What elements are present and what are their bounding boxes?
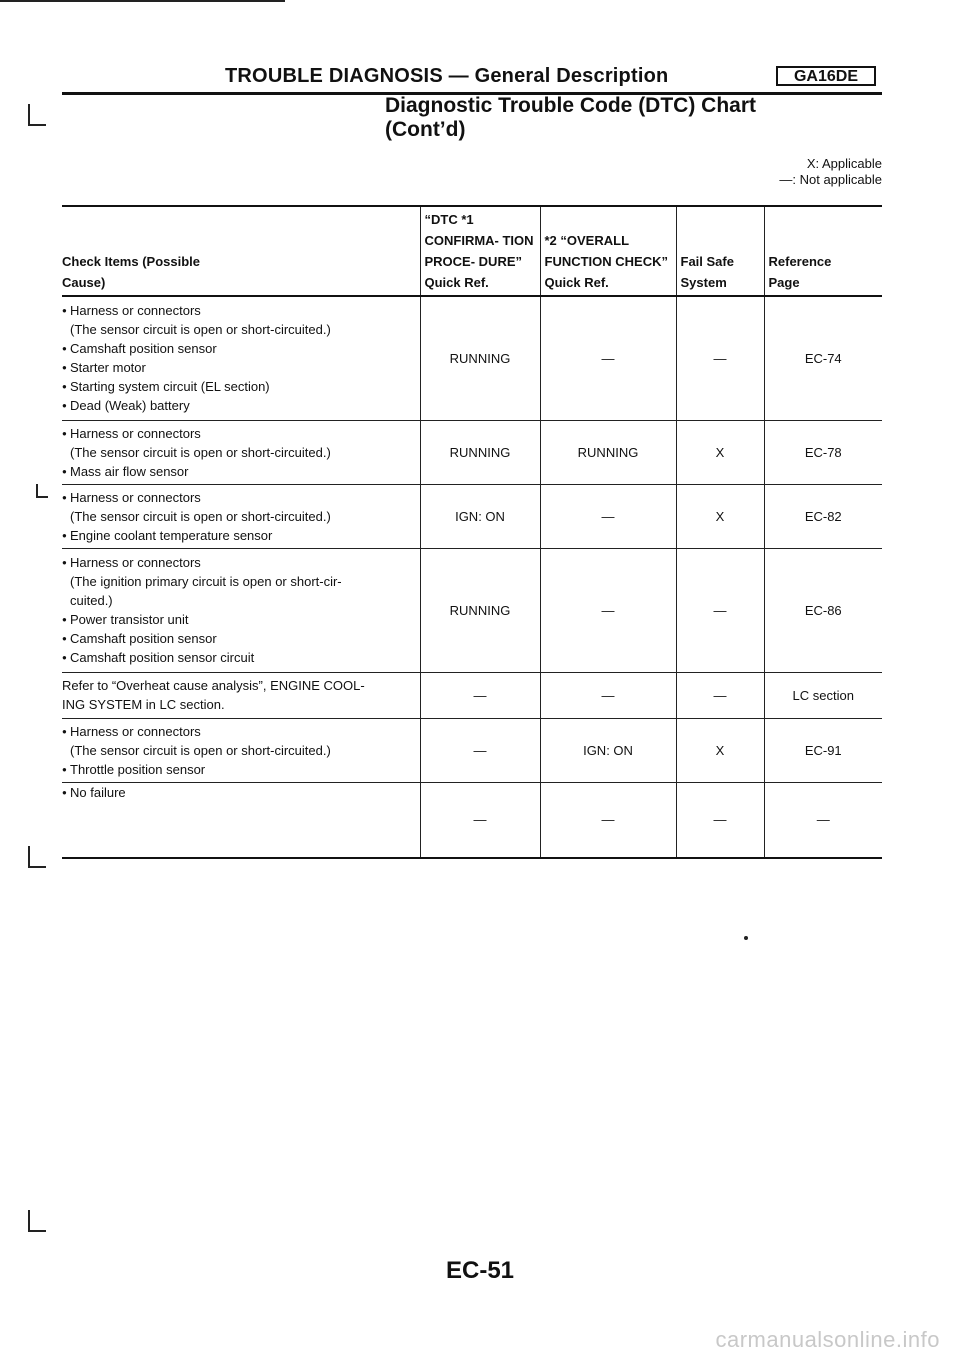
- revision-mark: [28, 1210, 46, 1232]
- reference-page-cell: —: [764, 782, 882, 858]
- fail-safe-cell: —: [676, 548, 764, 672]
- check-item-note: ING SYSTEM in LC section.: [62, 697, 225, 712]
- fail-safe-cell: X: [676, 718, 764, 782]
- check-item: ● Camshaft position sensor: [62, 629, 420, 648]
- check-item-note: (The ignition primary circuit is open or short-cir-: [70, 574, 342, 589]
- table-body: [62, 296, 882, 858]
- check-item-note: Refer to “Overheat cause analysis”, ENGINE COOL-: [62, 678, 365, 693]
- reference-page-cell: LC section: [764, 672, 882, 718]
- check-item-note: (The sensor circuit is open or short-circuited.): [70, 508, 331, 524]
- reference-page-cell: EC-74: [764, 296, 882, 420]
- overall-function-cell: —: [540, 782, 676, 858]
- fail-safe-cell: —: [676, 296, 764, 420]
- check-items-cell: [62, 718, 420, 782]
- dtc-confirmation-cell: RUNNING: [420, 420, 540, 484]
- table-row: [62, 718, 882, 782]
- subtitle-line-1: Diagnostic Trouble Code (DTC) Chart: [385, 94, 757, 117]
- dtc-confirmation-cell: RUNNING: [420, 548, 540, 672]
- overall-function-cell: —: [540, 672, 676, 718]
- table-row: [62, 782, 882, 858]
- check-item-note: (The sensor circuit is open or short-circuited.): [70, 322, 331, 338]
- overall-function-cell: —: [540, 296, 676, 420]
- table-row: [62, 296, 882, 420]
- header-dtc-confirmation-text: “DTC *1 CONFIRMA- TION PROCE- DURE” Quick Ref.: [424, 212, 534, 290]
- check-item: ● Camshaft position sensor circuit: [62, 648, 420, 667]
- check-item: ● Starting system circuit (EL section): [62, 377, 420, 396]
- reference-page-cell: EC-91: [764, 718, 882, 782]
- overall-function-cell: —: [540, 484, 676, 548]
- fail-safe-cell: —: [676, 782, 764, 858]
- page-header-title: TROUBLE DIAGNOSIS — General Description: [225, 65, 669, 87]
- table-header-row: [62, 206, 882, 296]
- reference-page-cell: EC-78: [764, 420, 882, 484]
- engine-code-badge: GA16DE: [776, 66, 876, 86]
- check-item-note: (The sensor circuit is open or short-circuited.): [70, 444, 331, 460]
- table-row: [62, 672, 882, 718]
- header-fail-safe: [676, 206, 764, 296]
- dtc-confirmation-cell: —: [420, 718, 540, 782]
- check-items-cell: [62, 782, 420, 858]
- check-item: ● Throttle position sensor: [62, 760, 420, 779]
- check-item: ● Mass air flow sensor: [62, 462, 420, 481]
- dtc-chart-table: [62, 205, 882, 859]
- check-item-note: cuited.): [70, 593, 113, 608]
- legend: [779, 156, 882, 188]
- fail-safe-cell: X: [676, 420, 764, 484]
- reference-page-cell: EC-86: [764, 548, 882, 672]
- check-item: ● Harness or connectors: [62, 722, 420, 741]
- table-row: [62, 484, 882, 548]
- header-fail-safe-text: Fail Safe System: [680, 254, 734, 290]
- check-item: ● Camshaft position sensor: [62, 339, 420, 358]
- header-check-items-text: Check Items (Possible Cause): [62, 254, 200, 290]
- dtc-confirmation-cell: —: [420, 782, 540, 858]
- check-item: ● Harness or connectors: [62, 301, 420, 320]
- overall-function-cell: IGN: ON: [540, 718, 676, 782]
- check-items-cell: [62, 548, 420, 672]
- dtc-confirmation-cell: IGN: ON: [420, 484, 540, 548]
- check-item-note: (The sensor circuit is open or short-circuited.): [70, 742, 331, 758]
- header-reference-page: [764, 206, 882, 296]
- check-item: ● No failure: [62, 783, 420, 802]
- dtc-confirmation-cell: RUNNING: [420, 296, 540, 420]
- revision-mark: [36, 484, 48, 498]
- overall-function-cell: RUNNING: [540, 420, 676, 484]
- fail-safe-cell: —: [676, 672, 764, 718]
- check-items-cell: [62, 420, 420, 484]
- watermark: carmanualsonline.info: [715, 1327, 940, 1352]
- stray-dot: [744, 936, 748, 940]
- top-edge-rule: [0, 0, 285, 2]
- dtc-confirmation-cell: —: [420, 672, 540, 718]
- header-check-items: [62, 206, 420, 296]
- check-item: ● Dead (Weak) battery: [62, 396, 420, 415]
- check-item: ● Harness or connectors: [62, 424, 420, 443]
- revision-mark: [28, 104, 46, 126]
- check-item: ● Starter motor: [62, 358, 420, 377]
- check-item: ● Power transistor unit: [62, 610, 420, 629]
- header-reference-page-text: Reference Page: [768, 254, 832, 290]
- page-number: EC-51: [445, 1257, 515, 1284]
- check-items-cell: [62, 672, 420, 718]
- subtitle-line-2: (Cont’d): [385, 118, 466, 141]
- reference-page-cell: EC-82: [764, 484, 882, 548]
- table-row: [62, 420, 882, 484]
- check-item: ● Engine coolant temperature sensor: [62, 526, 420, 545]
- section-subtitle: [385, 94, 756, 142]
- revision-mark: [28, 846, 46, 868]
- legend-applicable: X: Applicable: [806, 156, 882, 171]
- check-item: ● Harness or connectors: [62, 488, 420, 507]
- fail-safe-cell: X: [676, 484, 764, 548]
- check-items-cell: [62, 484, 420, 548]
- check-item: ● Harness or connectors: [62, 553, 420, 572]
- header-dtc-confirmation: [420, 206, 540, 296]
- overall-function-cell: —: [540, 548, 676, 672]
- header-overall-function-text: *2 “OVERALL FUNCTION CHECK” Quick Ref.: [544, 233, 668, 290]
- legend-not-applicable: —: Not applicable: [779, 172, 882, 187]
- header-overall-function-check: [540, 206, 676, 296]
- check-items-cell: [62, 296, 420, 420]
- table-row: [62, 548, 882, 672]
